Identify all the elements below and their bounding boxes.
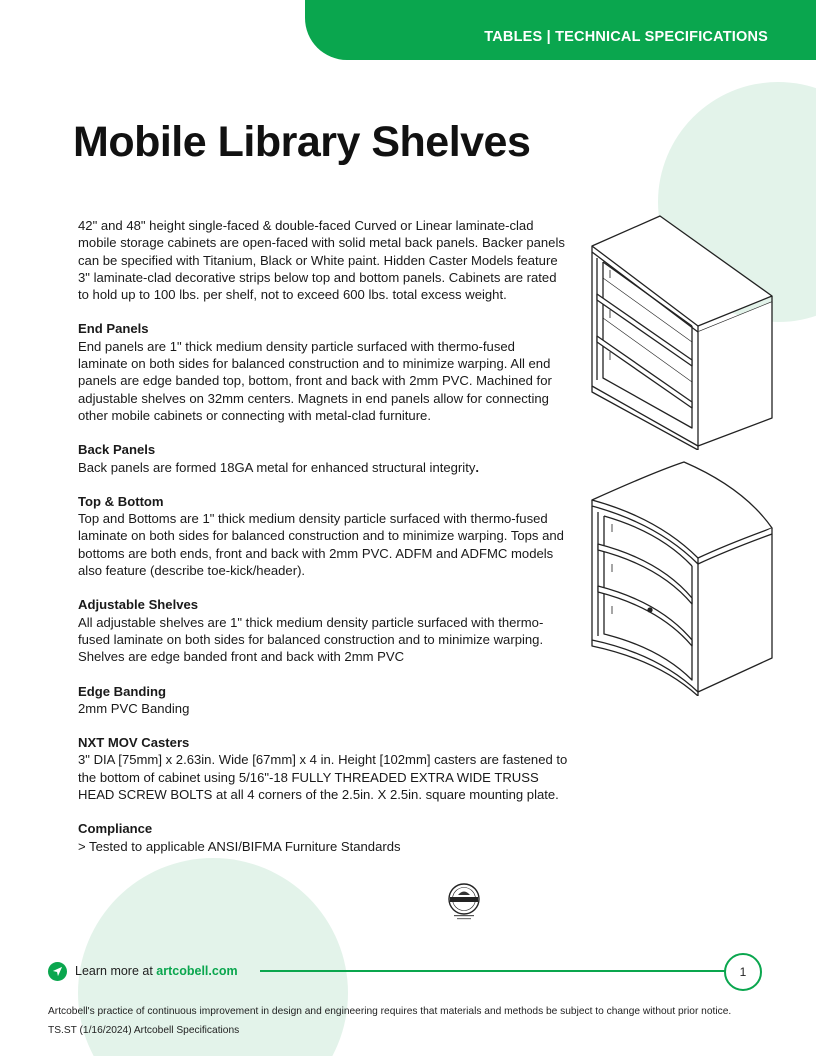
section-back-panels (78, 441, 568, 476)
section-adjustable-shelves (78, 596, 568, 665)
section-body: > Tested to applicable ANSI/BIFMA Furniture Standards (78, 838, 401, 854)
section-edge-banding (78, 683, 568, 718)
disclaimer-text: Artcobell's practice of continuous improvement in design and engineering requires that materials and methods be subject to change without prior notice. (48, 1006, 732, 1017)
section-title: Edge Banding (78, 683, 167, 699)
section-end-panels (78, 320, 568, 424)
section-body: Back panels are formed 18GA metal for enhanced structural integrity (78, 459, 476, 475)
page-title: Mobile Library Shelves (73, 118, 531, 166)
section-body: 2mm PVC Banding (78, 700, 190, 716)
curved-shelf-illustration (588, 458, 774, 696)
page-number (724, 953, 762, 991)
website-link[interactable]: artcobell.com (156, 964, 238, 978)
section-casters (78, 734, 568, 803)
section-body-wrap (78, 459, 568, 476)
intro-paragraph: 42" and 48" height single-faced & double-faced Curved or Linear laminate-clad mobile storage cabinets are open-faced with solid metal back panels. Backer panels can be specified with Titanium, Black or White paint. Hidden Caster Models feature 3" laminate-clad decorative strips below top and bottom panels. Cabinets are rated to hold up to 100 lbs. per shelf, not to exceed 600 lbs. total excess weight. (78, 218, 565, 303)
document-reference: TS.ST (1/16/2024) Artcobell Specifications (48, 1025, 240, 1036)
spec-content (78, 217, 568, 855)
footer-learn-more (75, 964, 238, 978)
section-body: Top and Bottoms are 1" thick medium density particle surfaced with thermo-fused laminate on both sides for balanced construction and to minimize warping. Tops and bottoms are both ends, front and back with 2mm PVC. ADFM and ADFMC models also feature (describe toe-kick/header). (78, 511, 564, 579)
section-title: Back Panels (78, 442, 156, 458)
section-body: End panels are 1" thick medium density particle surfaced with thermo-fused laminate on both sides for balanced construction and to minimize warping. All end panels are edge banded top, bottom, front and back with 2mm PVC. Machined for adjustable shelves on 32mm centers. Magnets in end panels allow for connecting other mobile cabinets or connecting with metal-clad furniture. (78, 338, 552, 423)
learn-more-text: Learn more at (75, 964, 157, 978)
location-arrow-icon (48, 962, 67, 981)
section-body: 3" DIA [75mm] x 2.63in. Wide [67mm] x 4 in. Height [102mm] casters are fastened to the bottom of cabinet using 5/16"-18 FULLY THREADED EXTRA WIDE TRUSS HEAD SCREW BOLTS at all 4 corners of the 2.5in. X 2.5in. square mounting plate. (78, 752, 568, 803)
section-title: Adjustable Shelves (78, 597, 199, 613)
section-title: End Panels (78, 321, 149, 337)
section-title: NXT MOV Casters (78, 735, 190, 751)
header-label: TABLES | TECHNICAL SPECIFICATIONS (484, 29, 768, 45)
section-top-bottom (78, 493, 568, 579)
footer-divider (260, 970, 726, 972)
section-title: Top & Bottom (78, 493, 164, 509)
page-number-text: 1 (739, 965, 747, 979)
section-body-end: . (475, 459, 480, 475)
section-compliance (78, 820, 568, 855)
linear-shelf-illustration (588, 214, 774, 450)
certification-badge-icon (443, 880, 485, 922)
section-body: All adjustable shelves are 1" thick medium density particle surfaced with thermo-fused laminate on both sides for balanced construction and to minimize warping. Shelves are edge banded front and back with 2mm PVC (78, 614, 544, 665)
section-title: Compliance (78, 821, 153, 837)
